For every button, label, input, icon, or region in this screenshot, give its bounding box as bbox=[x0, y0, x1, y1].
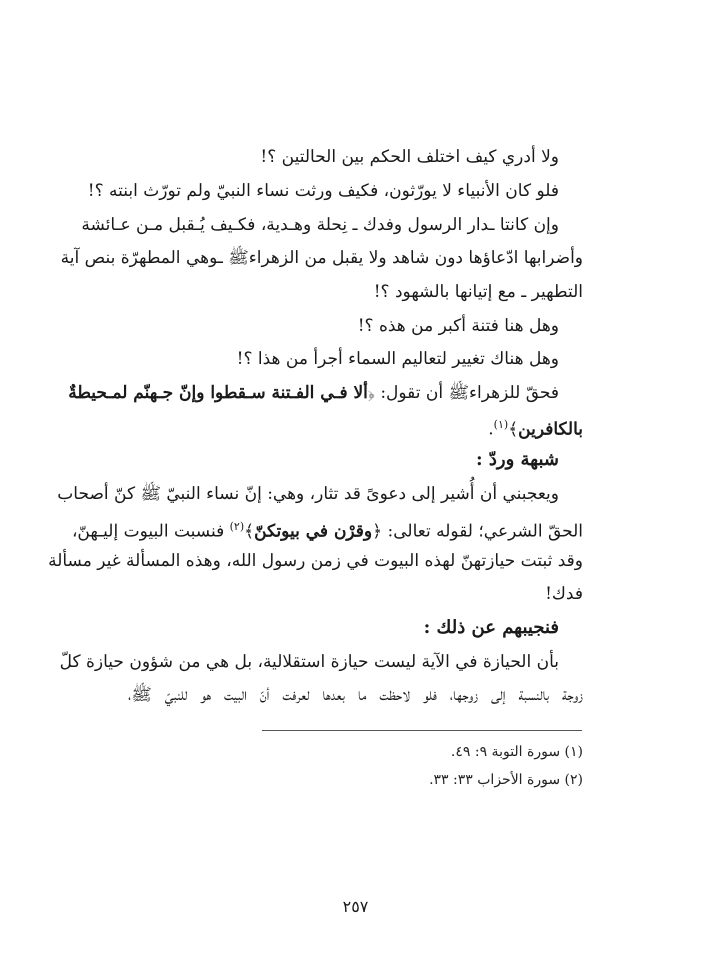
body-line: زوجة بالنسبة إلى زوجها، فلو لاحظت ما بعدها لعرفت أنّ البيت هو للنبيّ ﷺ، bbox=[128, 685, 583, 705]
text-suffix: فنسبت البيوت إليـهنّ، bbox=[71, 521, 230, 542]
footnote-divider bbox=[262, 730, 582, 731]
body-line bbox=[71, 516, 583, 543]
footnote: (٢) سورة الأحزاب ٣٣: ٣٣. bbox=[429, 772, 583, 788]
body-line: فدك! bbox=[545, 584, 583, 604]
quote-prefix: فحقّ للزهراءﷺ أن تقول: ﴿ bbox=[367, 383, 559, 403]
body-line: وهل هنا فتنة أكبر من هذه ؟! bbox=[357, 316, 559, 336]
text-prefix: الحقّ الشرعي؛ لقوله تعالى: ﴿ bbox=[372, 521, 583, 542]
quote-line bbox=[68, 382, 581, 404]
section-heading: شبهة وردّ : bbox=[475, 449, 559, 470]
quote-close: ﴾ bbox=[508, 419, 519, 440]
body-line: وأضرابها ادّعاؤها دون شاهد ولا يقبل من الزهراءﷺ ـوهي المطهرّة بنص آية bbox=[60, 248, 583, 268]
quran-quote-bold: ألا فـي الفـتنة سـقطوا وإنّ جـهنّم لمـحيطةٌ bbox=[68, 383, 368, 403]
body-line: وهل هناك تغيير لتعاليم السماء أجرأ من هذا ؟! bbox=[236, 349, 559, 369]
quran-quote-bold: وقرْن في بيوتكنّ bbox=[254, 521, 373, 542]
page-number: ٢٥٧ bbox=[342, 897, 369, 916]
body-line: التطهير ـ مع إتيانها بالشهود ؟! bbox=[373, 282, 583, 302]
body-line: ولا أدري كيف اختلف الحكم بين الحالتين ؟! bbox=[260, 147, 559, 167]
quote-end: . bbox=[488, 419, 494, 440]
body-line: وقد ثبتت حيازتهنّ لهذه البيوت في زمن رسول الله، وهذه المسألة غير مسألة bbox=[48, 551, 583, 571]
body-line: فلو كان الأنبياء لا يورّثون، فكيف ورثت نساء النبيّ ولم تورّث ابنته ؟! bbox=[87, 181, 559, 201]
quote-close: ﴾ bbox=[244, 521, 255, 542]
section-heading: فنجيبهم عن ذلك : bbox=[423, 617, 559, 638]
body-line: بأن الحيازة في الآية ليست حيازة استقلالية، بل هي من شؤون حيازة كلّ bbox=[59, 652, 559, 672]
body-line: وإن كانتا ـدار الرسول وفدك ـ نِحلة وهـدية، فكـيف يُـقبل مـن عـائشة bbox=[81, 215, 559, 235]
footnote-ref: (٢) bbox=[229, 520, 245, 533]
footnote: (١) سورة التوبة ٩: ٤٩. bbox=[450, 744, 583, 760]
body-line: ويعجبني أن أُشير إلى دعوىً قد تثار، وهي: إنّ نساء النبيّ ﷺ كنّ أصحاب bbox=[57, 484, 559, 504]
footnote-ref: (١) bbox=[493, 418, 509, 431]
quran-quote-bold: بالكافرين bbox=[518, 419, 583, 440]
quote-line bbox=[128, 414, 583, 441]
